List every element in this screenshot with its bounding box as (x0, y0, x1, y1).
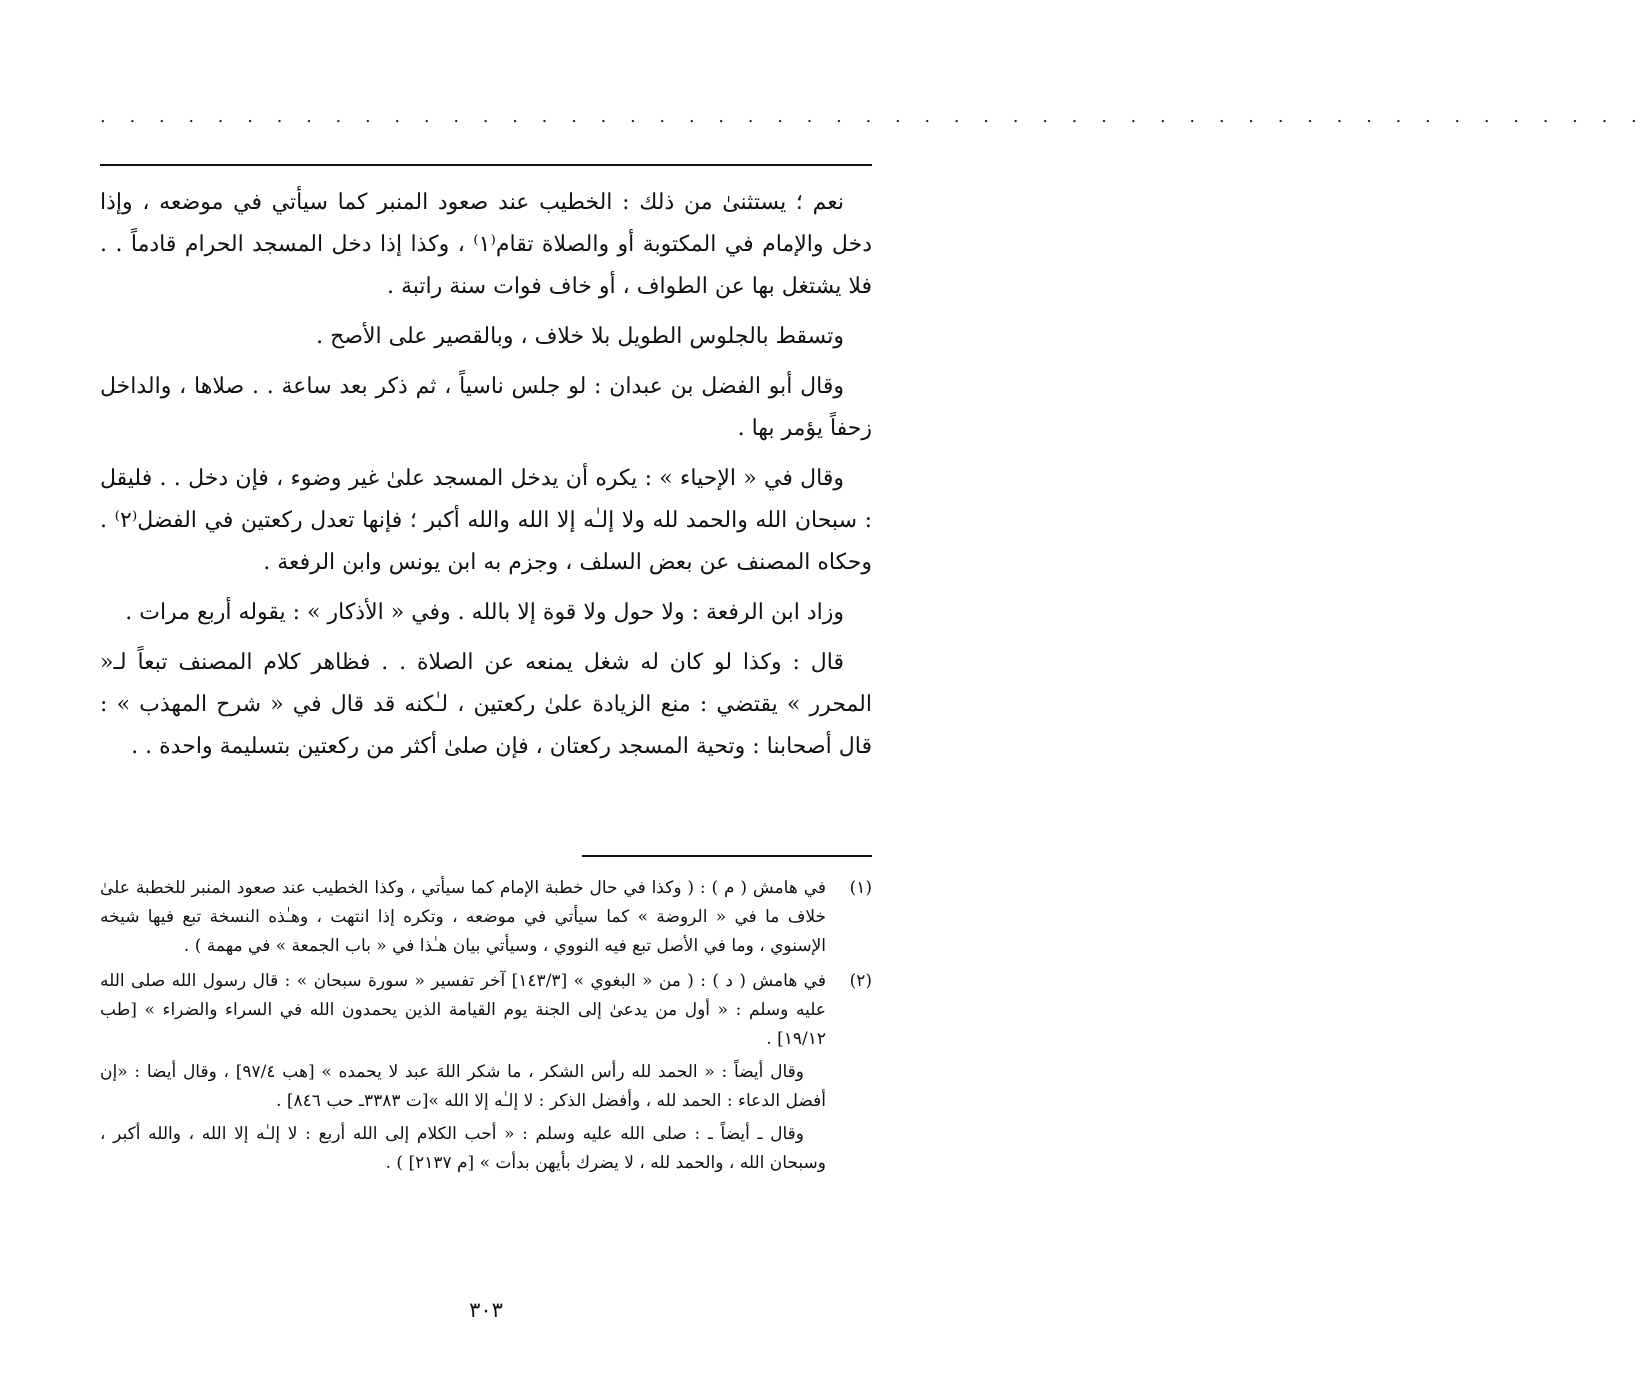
paragraph: وقال أبو الفضل بن عبدان : لو جلس ناسياً ، ثم ذكر بعد ساعة . . صلاها ، والداخل زحفاً يؤمر بها . (100, 374, 872, 441)
footnote-number: (١) (849, 878, 872, 898)
book-page (100, 0, 1646, 1377)
paragraph: نعم ؛ يستثنىٰ من ذلك : الخطيب عند صعود المنبر كما سيأتي في موضعه ، وإذا دخل والإمام في المكتوبة أو والصلاة تقام⁽١⁾ ، وكذا إذا دخل المسجد الحرام قادماً . . فلا يشتغل بها عن الطواف ، أو خاف فوات سنة راتبة . (100, 190, 872, 299)
paragraph: قال : وكذا لو كان له شغل يمنعه عن الصلاة . . فظاهر كلام المصنف تبعاً لـ« المحرر » يقتضي : منع الزيادة علىٰ ركعتين ، لـٰكنه قد قال في « شرح المهذب » : قال أصحابنا : وتحية المسجد ركعتان ، فإن صلىٰ أكثر من ركعتين بتسليمة واحدة . . (100, 650, 872, 759)
main-text (100, 182, 872, 776)
footnote-paragraph: في هامش ( د ) : ( من « البغوي » [١٤٣/٣] آخر تفسير « سورة سبحان » : قال رسول الله صلى الله عليه وسلم : « أول من يدعىٰ إلى الجنة يوم القيامة الذين يحمدون الله في السراء والضراء » [طب ١٩/١٢] . (100, 971, 826, 1049)
footnote-paragraph: وقال أيضاً : « الحمد لله رأس الشكر ، ما شكر اللهَ عبد لا يحمده » [هب ٩٧/٤] ، وقال أيضا : «إن أفضل الدعاء : الحمد لله ، وأفضل الذكر : لا إلـٰه إلا الله »[ت ٣٣٨٣ـ حب ٨٤٦] . (100, 1062, 826, 1111)
paragraph: وقال في « الإحياء » : يكره أن يدخل المسجد علىٰ غير وضوء ، فإن دخل . . فليقل : سبحان الله والحمد لله ولا إلـٰه إلا الله والله أكبر ؛ فإنها تعدل ركعتين في الفضل⁽٢⁾ . وحكاه المصنف عن بعض السلف ، وجزم به ابن يونس وابن الرفعة . (100, 466, 872, 575)
footnote (100, 967, 872, 1182)
footnote-paragraph: في هامش ( م ) : ( وكذا في حال خطبة الإمام كما سيأتي ، وكذا الخطيب عند صعود المنبر للخطبة علىٰ خلاف ما في « الروضة » كما سيأتي في موضعه ، وتكره إذا انتهت ، وهـٰذه النسخة تبع فيها شيخه الإسنوي ، وما في الأصل تبع فيه النووي ، وسيأتي بيان هـٰذا في « باب الجمعة » في مهمة ) . (100, 878, 826, 956)
footnote (100, 874, 872, 965)
page-number: ٣٠٣ (469, 1298, 503, 1322)
footnotes (100, 874, 872, 1184)
footnote-number: (٢) (849, 971, 872, 991)
paragraph: وتسقط بالجلوس الطويل بلا خلاف ، وبالقصير على الأصح . (316, 324, 844, 349)
footnote-separator (582, 855, 872, 857)
header-dotted-line: . . . . . . . . . . . . . . . . . . . . . . . . . . . . . . . . . . . . . . . . . . . . . . . . . . . . . (100, 106, 1646, 127)
footnote-body (100, 874, 826, 965)
footnote-paragraph: وقال ـ أيضاً ـ : صلى الله عليه وسلم : « أحب الكلام إلى الله أربع : لا إلـٰه إلا الله ، والله أكبر ، وسبحان الله ، والحمد لله ، لا يضرك بأيهن بدأت » [م ٢١٣٧] ) . (100, 1124, 826, 1173)
footnote-body (100, 967, 826, 1182)
header-rule (100, 164, 872, 166)
paragraph: وزاد ابن الرفعة : ولا حول ولا قوة إلا بالله . وفي « الأذكار » : يقوله أربع مرات . (125, 600, 844, 625)
